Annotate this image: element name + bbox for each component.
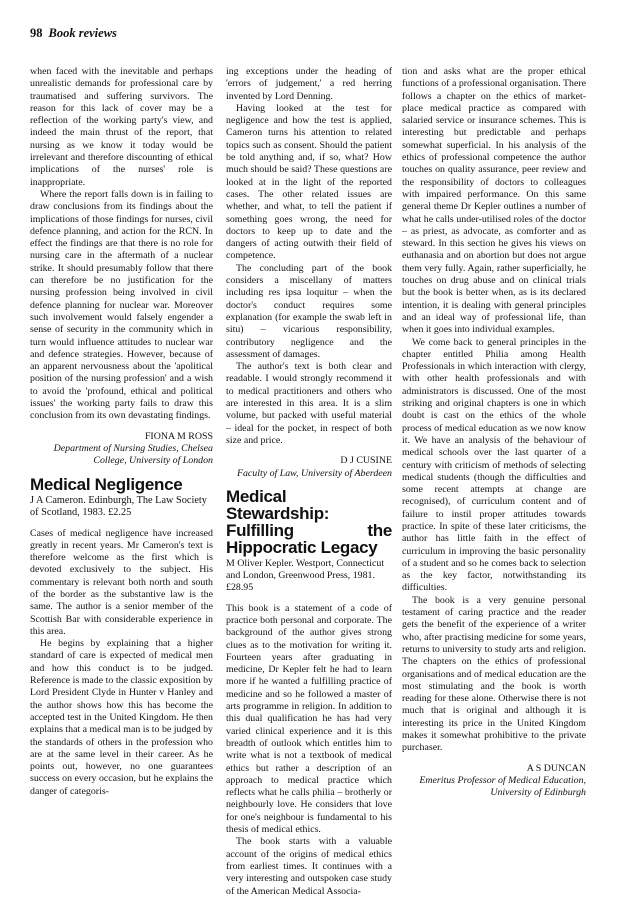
body-paragraph: ing exceptions under the heading of 'errors of judgement,' a red herring invented by Lord Denning. bbox=[226, 66, 392, 102]
reviewer-affiliation: Emeritus Professor of Medical Education, bbox=[419, 774, 586, 786]
review-title: Medical Negligence bbox=[30, 474, 183, 494]
reviewer-name: D J CUSINE bbox=[340, 455, 392, 467]
column-2 bbox=[226, 66, 392, 898]
reviewer-signature bbox=[30, 431, 213, 468]
column-3 bbox=[402, 66, 586, 800]
body-paragraph: This book is a statement of a code of practice both personal and corporate. The background of the author gives strong clues as to the motivation for writing it. Fourteen years after graduating in medicine, Dr Kepler felt he had to learn more if he wanted a fulfilling practice of medicine and so he followed a master of arts programme in religion. In addition to this dual qualification he has had very varied clinical experience and it is this breadth of outlook which entitles him to write what is not a textbook of medical ethics but rather a description of an approach to medical practice which reflects what he calls philia – brotherly or neighbourly love. He considers that love for one's neighbour is fundamental to his thesis of medical ethics. bbox=[226, 602, 392, 836]
body-paragraph: The concluding part of the book considers a miscellany of matters including res ipsa loquitur – when the doctor's conduct requires some explanation (for example the swab left in situ) – vicarious responsibility, contributory negligence and the assessment of damages. bbox=[226, 262, 392, 360]
section-name: Book reviews bbox=[48, 26, 117, 40]
column-1 bbox=[30, 66, 213, 798]
page-number: 98 bbox=[30, 26, 43, 40]
book-citation: J A Cameron. Edinburgh, The Law Society of Scotland, 1983. £2.25 bbox=[30, 494, 207, 518]
reviewer-name: FIONA M ROSS bbox=[144, 430, 213, 442]
reviewer-name: A S DUNCAN bbox=[526, 762, 586, 774]
body-paragraph: The book starts with a valuable account of the origins of medical ethics from earliest times. It continues with a very interesting and outspoken case study of the American Medical Associa- bbox=[226, 836, 392, 897]
reviewer-affiliation: University of Edinburgh bbox=[490, 787, 586, 799]
book-citation: M Oliver Kepler. Westport, Connecticut and London, Greenwood Press, 1981. £28.95 bbox=[226, 557, 385, 594]
reviewer-signature bbox=[226, 455, 392, 480]
reviewer-affiliation: Faculty of Law, University of Aberdeen bbox=[236, 467, 392, 479]
body-paragraph: The author's text is both clear and readable. I would strongly recommend it to medical practitioners and others who are interested in this area. It is a slim volume, but packed with useful material – ideal for the pocket, in respect of both size and price. bbox=[226, 361, 392, 446]
body-paragraph: Cases of medical negligence have increased greatly in recent years. Mr Cameron's text is therefore welcome as the first which is devoted exclusively to the subject. His commentary is relevant both north and south of the border as the substantive law is the same. The author is a senior member of the Scottish Bar with considerable experience in this area. bbox=[30, 527, 213, 637]
body-paragraph: He begins by explaining that a higher standard of care is expected of medical men and how this conduct is to be judged. Reference is made to the classic exposition by Lord President Clyde in Hunter v Hanley and the author shows how this has become the accepted test in the United Kingdom. He then explains that a medical man is to be judged by the standards of others in the profession who are at the same level in their career. As he points out, however, no one guarantees success on every occasion, but he explains the danger of categoris- bbox=[30, 638, 213, 797]
body-paragraph: tion and asks what are the proper ethical functions of a professional organisation. There follows a chapter on the ethics of market-place medical practice as compared with salaried service or insurance schemes. This is interesting but predictable and perhaps somewhat superficial. In his analysis of the ethics of professional competence the author touches on quality assurance, peer review and the responsibility of doctors to colleagues with impaired performance. On this same general theme Dr Kepler outlines a number of what he calls under-utilised roles of the doctor – as priest, as advocate, as comforter and as steward. In this section he gives his views on euthanasia and on abortion but does not argue them very fully. Again, rather superficially, he touches on drug abuse and on clinical trials but the book is better when, as is its declared intention, it is dealing with general principles and an ideal way of professional life, than when it goes into individual examples. bbox=[402, 66, 586, 336]
reviewer-affiliation: Department of Nursing Studies, Chelsea College, University of London bbox=[53, 442, 213, 467]
body-paragraph: The book is a very genuine personal testament of caring practice and the reader gets the benefit of the experience of a writer who, after practising medicine for some years, returns to university to study arts and religion. The chapters on the ethics of professional organisations and of medical education are the most stimulating and the book is worth reading for these alone. Otherwise there is not much that is original and although it is interesting its price in the United Kingdom makes it somewhat prohibitive to the private purchaser. bbox=[402, 594, 586, 754]
body-paragraph: Having looked at the test for negligence and how the test is applied, Cameron turns his attention to related topics such as consent. Should the patient be told anything and, if so, what? How much should be said? These questions are looked at in the light of the reported cases. The other related issues are whether, and what, to tell the patient if something goes wrong, the need for doctors to keep up to date and the dangers of acting outwith their field of competence. bbox=[226, 102, 392, 262]
body-paragraph: when faced with the inevitable and perhaps unrealistic demands for professional care by traumatised and suffering survivors. The reason for this lack of cover may be a reflection of the working party's view, and indeed the main thrust of the report, that nursing as we know it today would be irrelevant and therefore discounting of ethical implications of the nurses' role is inappropriate. bbox=[30, 66, 213, 188]
body-paragraph: We come back to general principles in the chapter entitled Philia among Health Professionals in which interaction with clergy, with other health professionals and with administrators is discussed. One of the most striking and original chapters is one in which doubt is cast on the ethics of the whole process of medical education as we now know it. We have an analysis of the behaviour of medical schools over the last quarter of a century with criticism of methods of selecting medical students (though the difficulties and some recent attempts at change are recognised), of curriculum content and of failure to instil proper attitudes towards practice. In spite of these later criticisms, the author has little faith in the effect of curriculum in improving the basic personality of a student and so he comes back to selection as the key factor, notwithstanding its difficulties. bbox=[402, 336, 586, 594]
running-header bbox=[30, 26, 117, 41]
body-paragraph: Where the report falls down is in failing to draw conclusions from its findings about the implications of those findings for nurses, civil defence planning, and action for the RCN. In effect the findings are that there is no role for nursing care in the aftermath of a nuclear strike. It should presumably follow that there can therefore be no justification for the nursing profession being involved in civil defence planning for nuclear war. Moreover such involvement would falsely engender a sense of security in the community which in turn would influence attitudes to nuclear war and defence strategies. However, because of an apparent nervousness about the 'apolitical position of the nursing profession' and a wish to avoid the 'profound, ethical and political issues' the working party fails to draw this conclusion from its own devastating findings. bbox=[30, 188, 213, 422]
reviewer-signature bbox=[402, 763, 586, 800]
review-title: Medical Stewardship: Fulfilling the Hippocratic Legacy bbox=[226, 486, 392, 557]
